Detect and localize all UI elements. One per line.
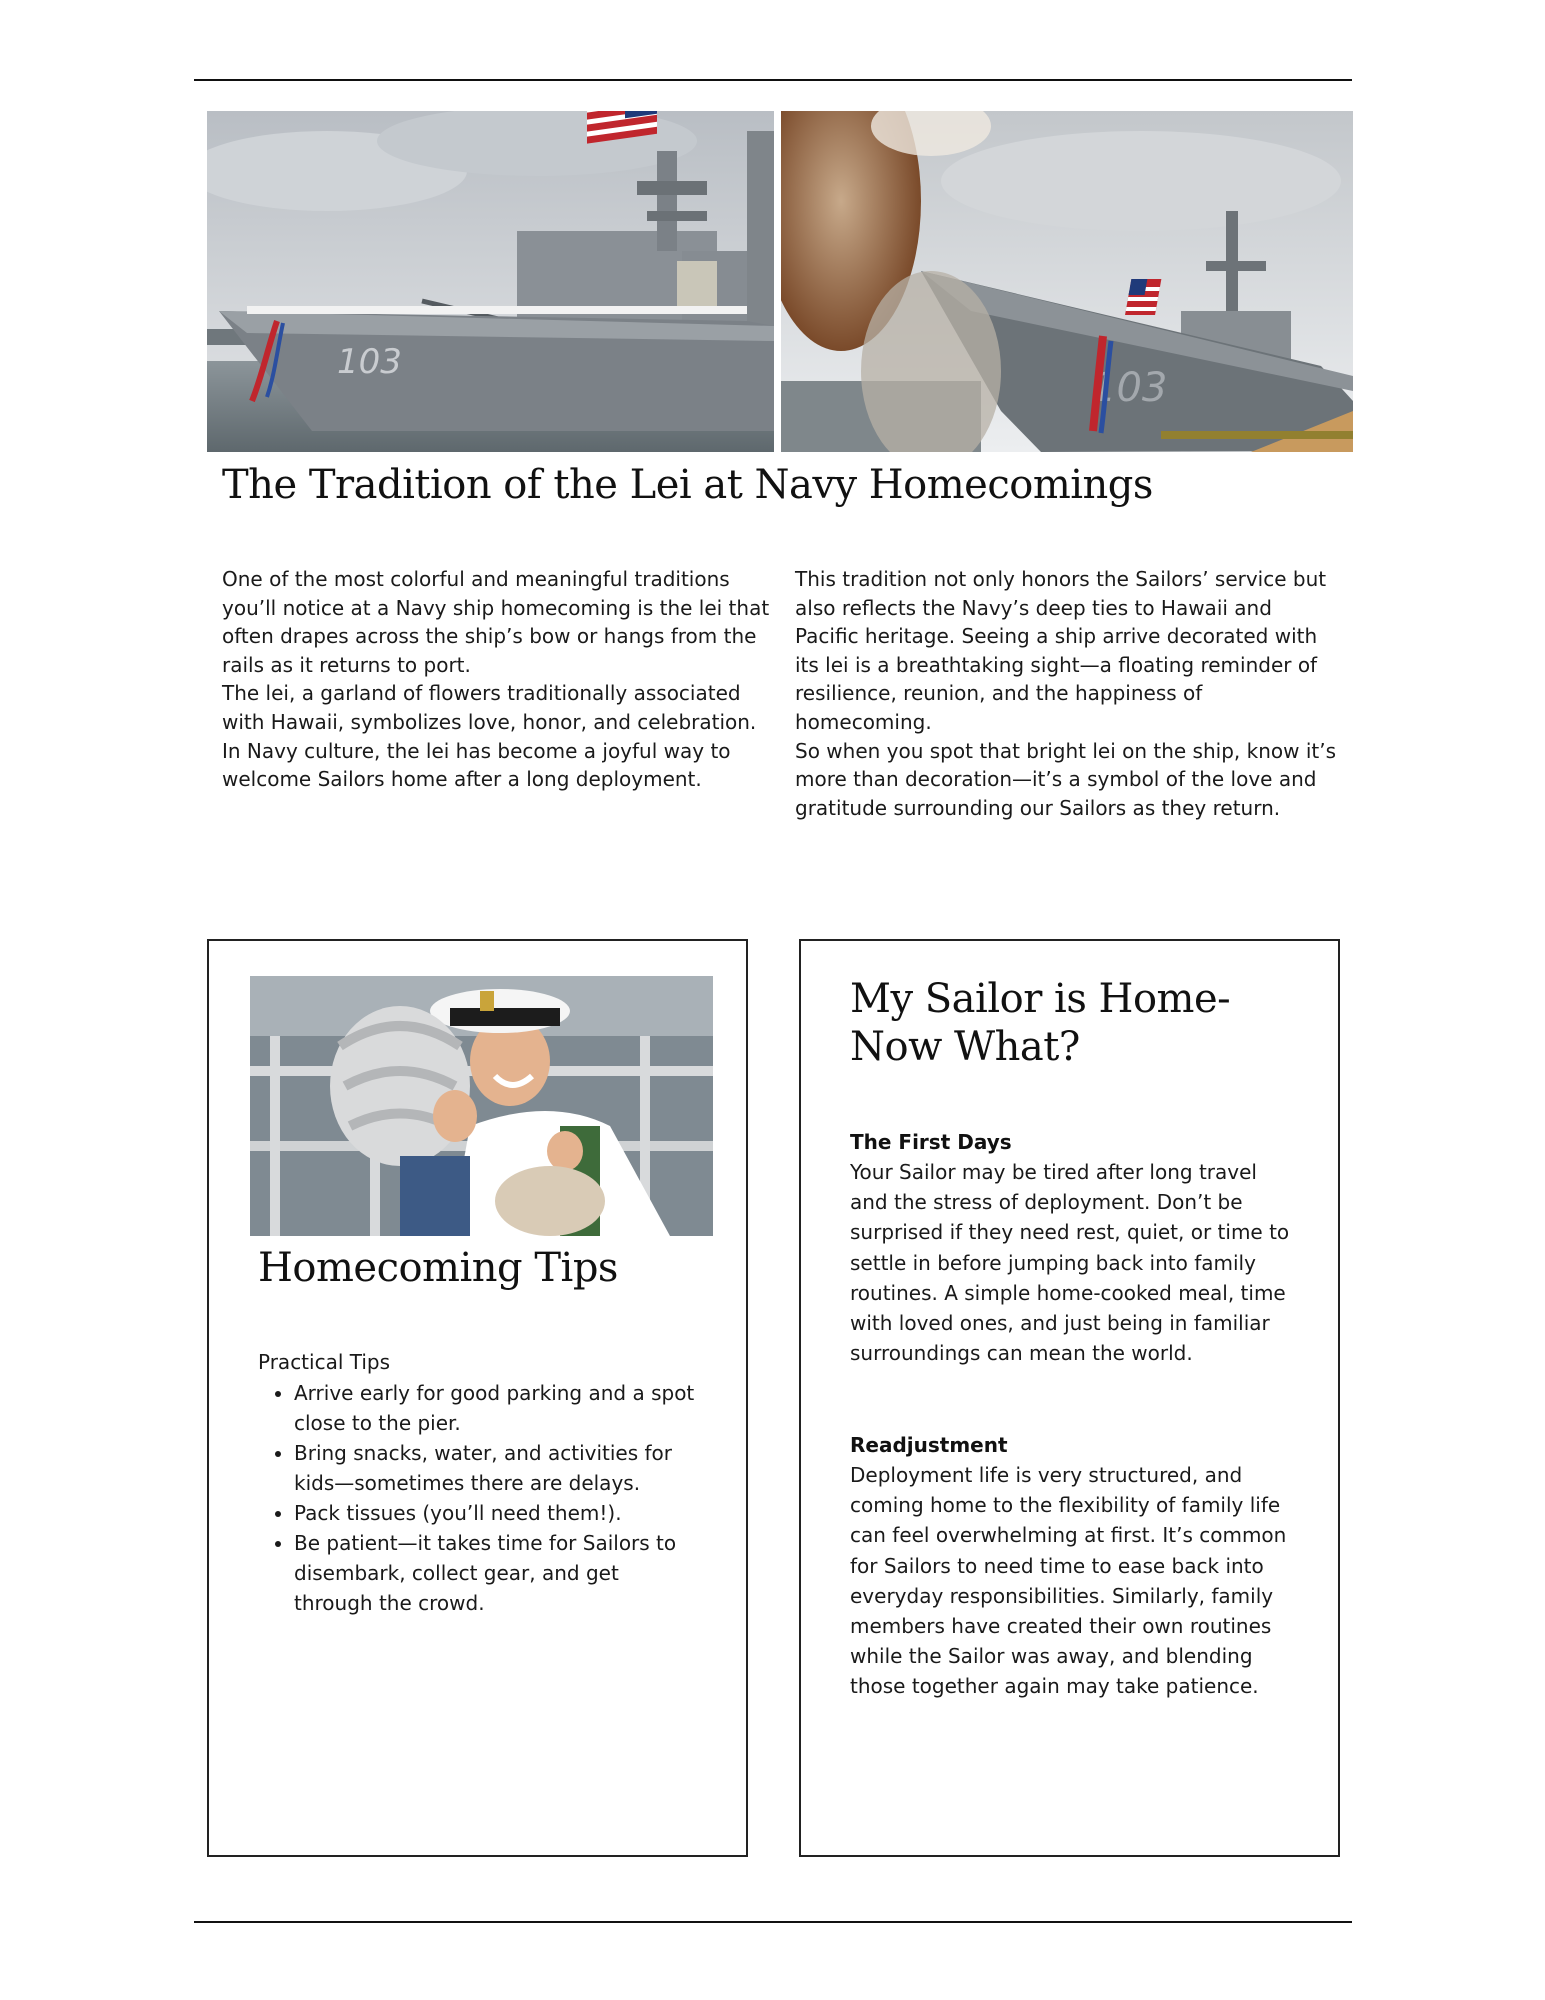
page-title: The Tradition of the Lei at Navy Homecomings	[222, 462, 1153, 508]
intro-column-left	[222, 565, 777, 794]
intro-paragraph: So when you spot that bright lei on the ship, know it’s more than decoration—it’s a symbol of the love and gratitude surrounding our Sailors as they return.	[795, 738, 1337, 820]
bottom-rule	[194, 1921, 1352, 1923]
intro-paragraph: This tradition not only honors the Sailors’ service but also reflects the Navy’s deep ties to Hawaii and Pacific heritage. Seeing a ship arrive decorated with its lei is a breathtaking sight—a floating reminder of resilience, reunion, and the happiness of homecoming.	[795, 567, 1327, 734]
ship-bow-photo	[207, 111, 774, 452]
intro-paragraph: One of the most colorful and meaningful traditions you’ll notice at a Navy ship homecoming is the lei that often drapes across the ship’s bow or hangs from the rails as it returns to port.	[222, 567, 770, 677]
tips-title: Homecoming Tips	[258, 1245, 618, 1291]
list-item: • Arrive early for good parking and a spot close to the pier.	[294, 1378, 698, 1438]
list-item: • Pack tissues (you’ll need them!).	[294, 1498, 698, 1528]
ship-pier-photo	[781, 111, 1353, 452]
intro-paragraph: The lei, a garland of flowers traditionally associated with Hawaii, symbolizes love, honor, and celebration. In Navy culture, the lei has become a joyful way to welcome Sailors home after a long deployment.	[222, 681, 757, 792]
list-item: • Bring snacks, water, and activities for kids—sometimes there are delays.	[294, 1438, 698, 1498]
section-body: Deployment life is very structured, and coming home to the flexibility of family life can feel overwhelming at first. It’s common for Sailors to need time to ease back into everyday responsibilities. Similarly, family members have created their own routines while the Sailor was away, and blending those together again may take patience.	[850, 1463, 1287, 1699]
hull-number-right: 103	[1091, 365, 1168, 411]
section-heading: Readjustment	[850, 1433, 1008, 1457]
sailor-home-card	[799, 939, 1340, 1857]
us-flag-icon	[1125, 279, 1161, 315]
hull-number-left: 103	[337, 342, 402, 382]
first-days-section	[850, 1127, 1290, 1368]
sailor-reunion-photo	[250, 976, 713, 1236]
tips-intro: Practical Tips	[258, 1350, 391, 1374]
top-rule	[194, 79, 1352, 81]
section-heading: The First Days	[850, 1130, 1012, 1154]
tips-list	[258, 1378, 698, 1618]
section-body: Your Sailor may be tired after long travel and the stress of deployment. Don’t be surprised if they need rest, quiet, or time to settle in before jumping back into family routines. A simple home-cooked meal, time with loved ones, and just being in familiar surroundings can mean the world.	[850, 1160, 1290, 1366]
home-card-title: My Sailor is Home- Now What?	[850, 976, 1231, 1070]
list-item: • Be patient—it takes time for Sailors to disembark, collect gear, and get through the crowd.	[294, 1528, 698, 1618]
readjustment-section	[850, 1430, 1290, 1702]
intro-column-right	[795, 565, 1340, 822]
